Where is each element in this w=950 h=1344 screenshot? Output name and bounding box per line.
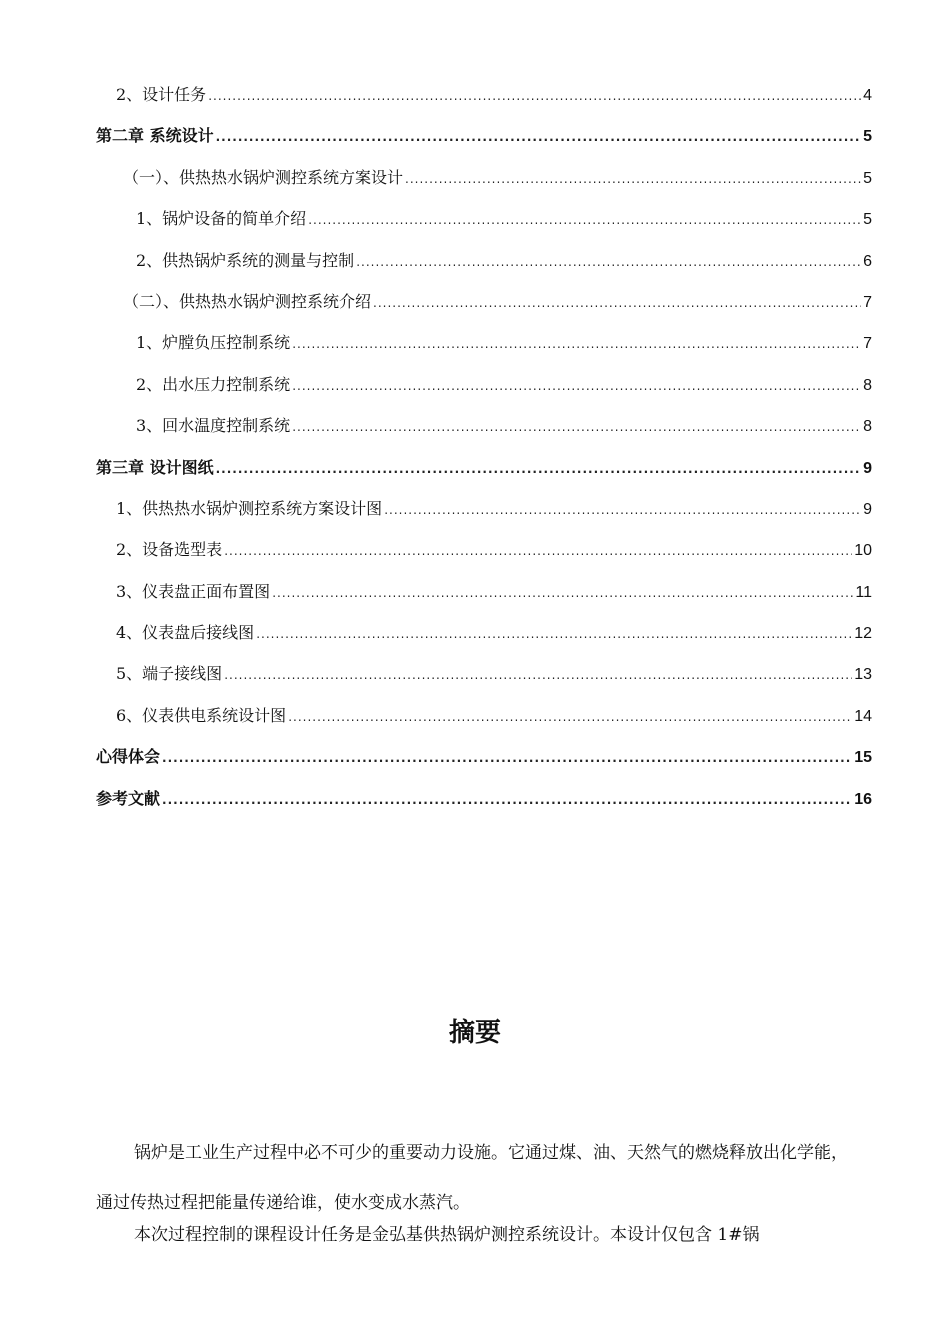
toc-dot-leader — [216, 121, 862, 153]
toc-dot-leader — [292, 411, 861, 443]
toc-entry-title: 1、供热热水锅炉测控系统方案设计图 — [116, 498, 383, 518]
toc-entry-title: 1、锅炉设备的简单介绍 — [136, 209, 307, 229]
abstract-heading: 摘要 — [448, 1018, 501, 1048]
toc-entry-title: 4、仪表盘后接线图 — [116, 623, 255, 643]
toc-entry-title: （二）、供热热水锅炉测控系统介绍 — [123, 291, 372, 311]
toc-entry-page-number: 7 — [863, 335, 872, 353]
toc-entry[interactable] — [96, 617, 872, 658]
toc-entry-page-number: 12 — [854, 625, 872, 643]
toc-dot-leader — [292, 370, 861, 402]
toc-dot-leader — [162, 742, 852, 774]
toc-dot-leader — [224, 659, 852, 691]
toc-entry[interactable] — [96, 369, 872, 410]
toc-entry-title: 第三章 设计图纸 — [96, 457, 214, 477]
toc-entry-title: 3、回水温度控制系统 — [136, 416, 291, 436]
abstract-paragraph-1: 锅炉是工业生产过程中必不可少的重要动力设施。它通过煤、油、天然气的燃烧释放出化学能，通过传热过程把能量传递给谁，使水变成水蒸汽。 — [96, 1143, 848, 1213]
toc-entry-page-number: 14 — [854, 707, 872, 725]
toc-entry-title: 参考文献 — [96, 788, 161, 808]
toc-entry-title: 2、供热锅炉系统的测量与控制 — [136, 250, 355, 270]
toc-dot-leader — [373, 287, 861, 319]
toc-dot-leader — [405, 163, 861, 195]
toc-entry[interactable] — [96, 286, 872, 327]
toc-entry[interactable] — [96, 79, 872, 120]
toc-entry[interactable] — [96, 245, 872, 286]
toc-entry[interactable] — [96, 452, 872, 493]
toc-dot-leader — [256, 618, 852, 650]
toc-entry-page-number: 5 — [863, 169, 872, 187]
toc-entry-title: 第二章 系统设计 — [96, 126, 214, 146]
toc-entry[interactable] — [96, 658, 872, 699]
toc-entry[interactable] — [96, 783, 872, 824]
toc-entry-page-number: 10 — [854, 542, 872, 560]
toc-entry-title: 1、炉膛负压控制系统 — [136, 333, 291, 353]
toc-entry-page-number: 4 — [863, 87, 872, 104]
toc-dot-leader — [208, 80, 861, 112]
toc-entry-page-number: 9 — [863, 459, 872, 477]
toc-dot-leader — [224, 535, 852, 567]
table-of-contents — [96, 79, 872, 824]
toc-entry-title: 2、设备选型表 — [116, 540, 223, 560]
toc-entry-page-number: 16 — [854, 790, 872, 808]
toc-entry-title: 5、端子接线图 — [116, 664, 223, 684]
toc-entry[interactable] — [96, 410, 872, 451]
toc-entry[interactable] — [96, 203, 872, 244]
toc-entry[interactable] — [96, 741, 872, 782]
toc-entry-title: 3、仪表盘正面布置图 — [116, 581, 271, 601]
toc-entry[interactable] — [96, 700, 872, 741]
toc-dot-leader — [216, 453, 862, 485]
toc-dot-leader — [288, 701, 852, 733]
toc-dot-leader — [384, 494, 861, 526]
toc-entry-title: 心得体会 — [96, 747, 161, 767]
toc-entry-page-number: 5 — [863, 211, 872, 229]
toc-dot-leader — [272, 577, 853, 609]
toc-entry[interactable] — [96, 162, 872, 203]
toc-dot-leader — [162, 784, 852, 816]
toc-entry-page-number: 7 — [863, 293, 872, 311]
toc-entry[interactable] — [96, 120, 872, 161]
toc-entry-page-number: 6 — [863, 252, 872, 270]
toc-entry-page-number: 8 — [863, 376, 872, 394]
toc-entry[interactable] — [96, 576, 872, 617]
toc-entry[interactable] — [96, 493, 872, 534]
toc-entry-page-number: 9 — [863, 500, 872, 518]
abstract-paragraph-2: 本次过程控制的课程设计任务是金弘基供热锅炉测控系统设计。本设计仅包含 1#锅 — [134, 1225, 760, 1245]
toc-entry-title: 2、设计任务 — [116, 85, 207, 104]
toc-entry-page-number: 15 — [854, 749, 872, 767]
toc-entry[interactable] — [96, 327, 872, 368]
toc-entry-page-number: 5 — [863, 128, 872, 146]
toc-dot-leader — [356, 246, 861, 278]
toc-entry-page-number: 8 — [863, 418, 872, 436]
toc-entry-page-number: 11 — [855, 583, 872, 601]
toc-entry[interactable] — [96, 534, 872, 575]
toc-entry-title: 2、出水压力控制系统 — [136, 374, 291, 394]
toc-dot-leader — [308, 204, 861, 236]
toc-entry-title: （一）、供热热水锅炉测控系统方案设计 — [123, 167, 404, 187]
toc-entry-title: 6、仪表供电系统设计图 — [116, 705, 287, 725]
toc-dot-leader — [292, 328, 861, 360]
toc-entry-page-number: 13 — [854, 666, 872, 684]
